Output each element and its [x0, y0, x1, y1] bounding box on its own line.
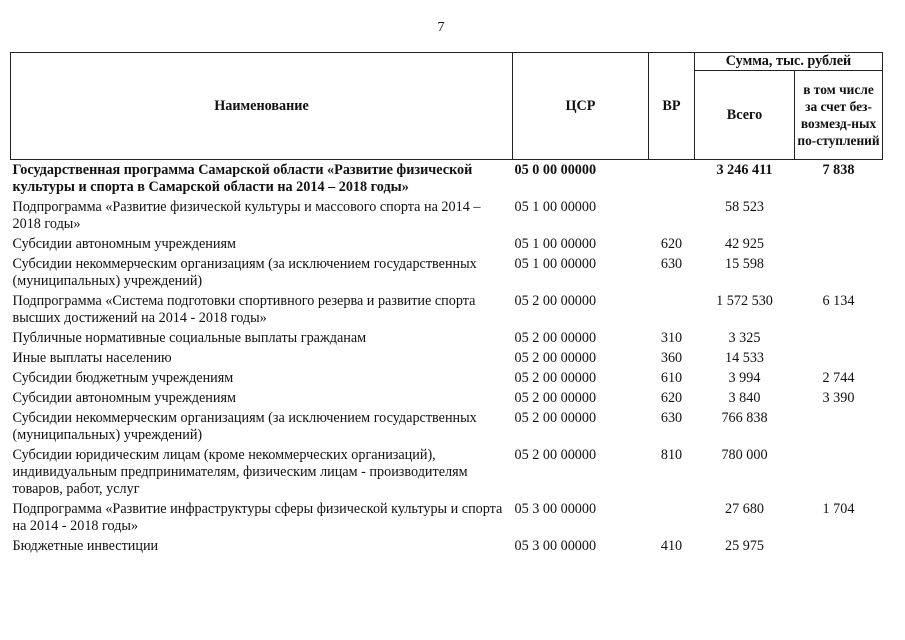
- row-name: Государственная программа Самарской области «Развитие физической культуры и спорта в Самарской области на 2014 – 2018 годы»: [11, 160, 513, 200]
- row-csr: 05 2 00 00000: [514, 293, 597, 309]
- row-name: Публичные нормативные социальные выплаты гражданам: [12, 330, 367, 346]
- row-grants: 7 838: [795, 160, 883, 200]
- header-vr: ВР: [649, 53, 695, 160]
- row-total: 25 975: [724, 538, 764, 554]
- row-grants: [795, 447, 883, 501]
- row-grants: 6 134: [822, 293, 855, 309]
- table-body: [11, 160, 883, 559]
- row-csr: 05 2 00 00000: [514, 410, 597, 426]
- row-total: 14 533: [724, 350, 764, 366]
- table-row: [11, 199, 883, 236]
- row-total: 766 838: [721, 410, 768, 426]
- table-row: [11, 350, 883, 370]
- row-vr: 360: [660, 350, 683, 366]
- table-row: [11, 410, 883, 447]
- row-vr: [649, 199, 695, 236]
- row-csr: 05 3 00 00000: [514, 538, 597, 554]
- table-row: [11, 501, 883, 538]
- budget-table: [10, 52, 883, 558]
- row-vr: 630: [660, 410, 683, 426]
- row-vr: 410: [660, 538, 683, 554]
- row-grants: 1 704: [822, 501, 855, 517]
- row-csr: 05 1 00 00000: [514, 236, 597, 252]
- row-vr: 610: [660, 370, 683, 386]
- row-total: 3 325: [728, 330, 761, 346]
- row-vr: [649, 293, 695, 330]
- table-row: [11, 160, 883, 200]
- row-grants: 2 744: [822, 370, 855, 386]
- table-row: [11, 236, 883, 256]
- row-vr: 620: [660, 236, 683, 252]
- row-csr: 05 1 00 00000: [514, 256, 597, 272]
- row-vr: 810: [660, 447, 683, 463]
- row-csr: 05 2 00 00000: [514, 390, 597, 406]
- header-csr: ЦСР: [513, 53, 649, 160]
- row-name: Бюджетные инвестиции: [12, 538, 159, 554]
- row-total: 15 598: [724, 256, 764, 272]
- row-name: Субсидии некоммерческим организациям (за исключением государственных (муниципальных) учреждений): [12, 410, 477, 443]
- row-grants: [795, 538, 883, 558]
- row-csr: 05 2 00 00000: [514, 330, 597, 346]
- row-csr: 05 2 00 00000: [514, 447, 597, 463]
- row-total: 3 994: [728, 370, 761, 386]
- table-row: [11, 370, 883, 390]
- row-total: 780 000: [721, 447, 768, 463]
- row-name: Субсидии юридическим лицам (кроме некоммерческих организаций), индивидуальным предпринимателям, физическим лицам - производителям товаров, работ, услуг: [12, 447, 468, 497]
- row-grants: [795, 199, 883, 236]
- row-vr: [649, 160, 695, 200]
- row-grants: [795, 350, 883, 370]
- row-grants: 3 390: [822, 390, 855, 406]
- row-total: 1 572 530: [716, 293, 773, 309]
- table-row: [11, 293, 883, 330]
- header-total: Всего: [695, 71, 795, 160]
- table-row: [11, 538, 883, 558]
- row-total: 27 680: [724, 501, 764, 517]
- row-grants: [795, 236, 883, 256]
- table-header: [11, 53, 883, 160]
- table-row: [11, 390, 883, 410]
- header-grants: в том числе за счет без-возмезд-ных по-ступлений: [795, 71, 883, 160]
- row-name: Подпрограмма «Развитие инфраструктуры сферы физической культуры и спорта на 2014 - 2018 годы»: [12, 501, 503, 534]
- row-name: Субсидии некоммерческим организациям (за исключением государственных (муниципальных) учреждений): [12, 256, 477, 289]
- row-grants: [795, 256, 883, 293]
- row-total: 3 246 411: [695, 160, 795, 200]
- row-name: Подпрограмма «Развитие физической культуры и массового спорта на 2014 – 2018 годы»: [12, 199, 481, 232]
- row-total: 58 523: [724, 199, 764, 215]
- header-name: Наименование: [11, 53, 513, 160]
- row-total: 42 925: [724, 236, 764, 252]
- page-number: 7: [437, 20, 445, 35]
- row-csr: 05 2 00 00000: [514, 370, 597, 386]
- row-vr: [649, 501, 695, 538]
- table-row: [11, 447, 883, 501]
- table-row: [11, 256, 883, 293]
- row-grants: [795, 330, 883, 350]
- row-vr: 630: [660, 256, 683, 272]
- table-row: [11, 330, 883, 350]
- row-csr: 05 0 00 00000: [513, 160, 649, 200]
- row-name: Подпрограмма «Система подготовки спортивного резерва и развитие спорта высших достижений на 2014 - 2018 годы»: [12, 293, 476, 326]
- row-vr: 620: [660, 390, 683, 406]
- row-csr: 05 3 00 00000: [514, 501, 597, 517]
- header-sum-group: Сумма, тыс. рублей: [695, 53, 883, 71]
- row-name: Субсидии бюджетным учреждениям: [12, 370, 234, 386]
- row-grants: [795, 410, 883, 447]
- row-name: Субсидии автономным учреждениям: [12, 236, 236, 252]
- row-csr: 05 2 00 00000: [514, 350, 597, 366]
- row-vr: 310: [660, 330, 683, 346]
- row-csr: 05 1 00 00000: [514, 199, 597, 215]
- row-name: Иные выплаты населению: [12, 350, 172, 366]
- row-name: Субсидии автономным учреждениям: [12, 390, 236, 406]
- row-total: 3 840: [728, 390, 761, 406]
